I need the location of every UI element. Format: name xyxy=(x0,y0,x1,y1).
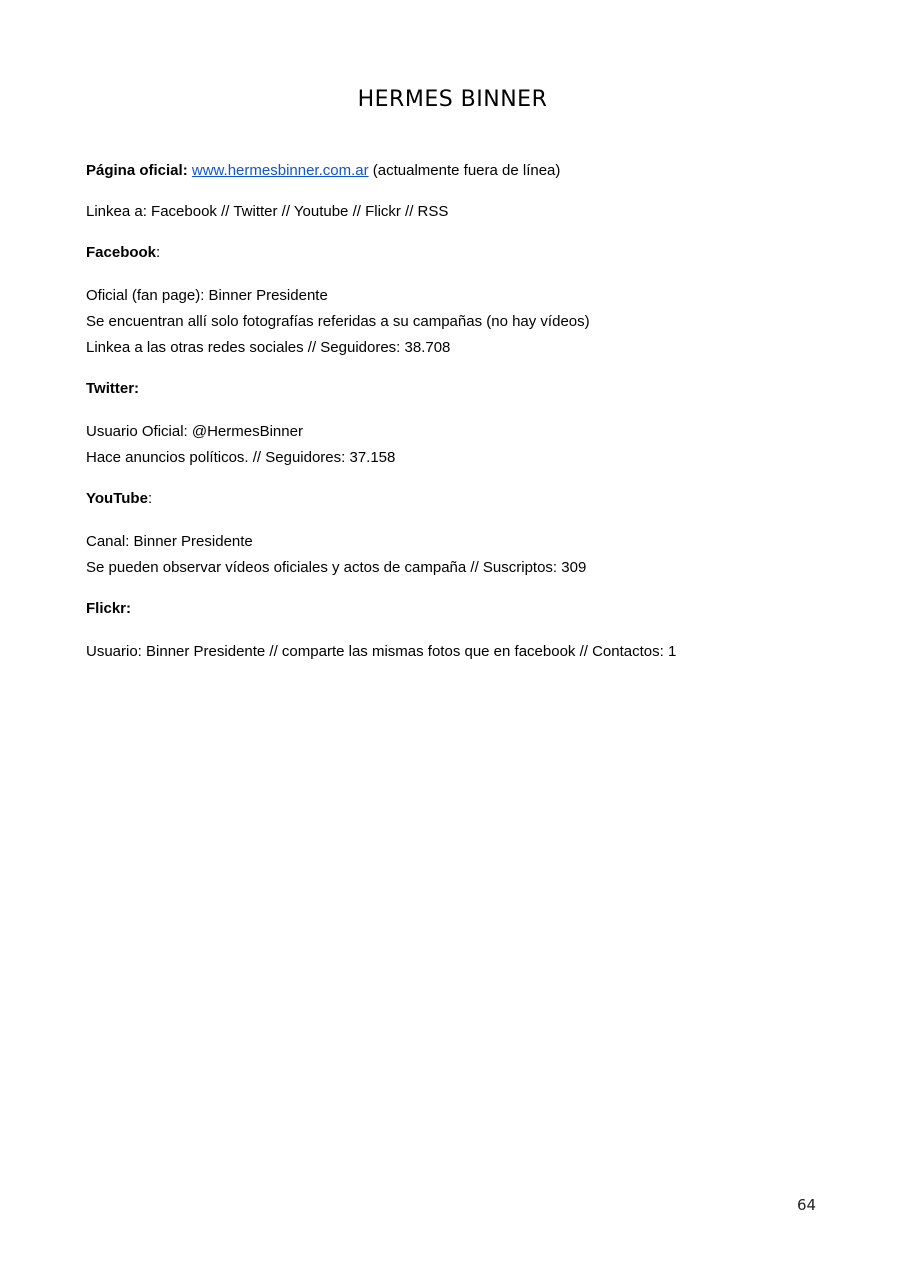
facebook-heading-line xyxy=(86,240,826,266)
official-page-line xyxy=(86,158,826,184)
twitter-heading: Twitter: xyxy=(86,380,140,397)
official-page-link[interactable]: www.hermesbinner.com.ar xyxy=(191,162,369,179)
facebook-line: Linkea a las otras redes sociales // Seguidores: 38.708 xyxy=(86,339,451,356)
youtube-line: Canal: Binner Presidente xyxy=(86,533,253,550)
official-page-note: (actualmente fuera de línea) xyxy=(372,162,561,179)
document-body xyxy=(86,158,826,665)
flickr-line: Usuario: Binner Presidente // comparte las mismas fotos que en facebook // Contactos: 1 xyxy=(86,643,677,660)
flickr-heading: Flickr: xyxy=(86,600,132,617)
youtube-heading-line xyxy=(86,486,826,512)
facebook-line: Se encuentran allí solo fotografías referidas a su campañas (no hay vídeos) xyxy=(86,313,590,330)
official-page-label: Página oficial: xyxy=(86,162,188,179)
facebook-line: Oficial (fan page): Binner Presidente xyxy=(86,287,328,304)
youtube-heading-suffix: : xyxy=(147,490,153,507)
twitter-line: Hace anuncios políticos. // Seguidores: 37.158 xyxy=(86,449,396,466)
youtube-heading: YouTube xyxy=(86,490,148,507)
flickr-heading-line xyxy=(86,596,826,622)
facebook-heading-suffix: : xyxy=(156,244,161,261)
youtube-line: Se pueden observar vídeos oficiales y actos de campaña // Suscriptos: 309 xyxy=(86,559,587,576)
links-line: Linkea a: Facebook // Twitter // Youtube // Flickr // RSS xyxy=(86,203,449,220)
twitter-line: Usuario Oficial: @HermesBinner xyxy=(86,423,303,440)
page-title: HERMES BINNER xyxy=(357,87,548,112)
page-number: 64 xyxy=(797,1196,817,1214)
twitter-heading-line xyxy=(86,376,826,402)
facebook-heading: Facebook xyxy=(86,244,157,261)
